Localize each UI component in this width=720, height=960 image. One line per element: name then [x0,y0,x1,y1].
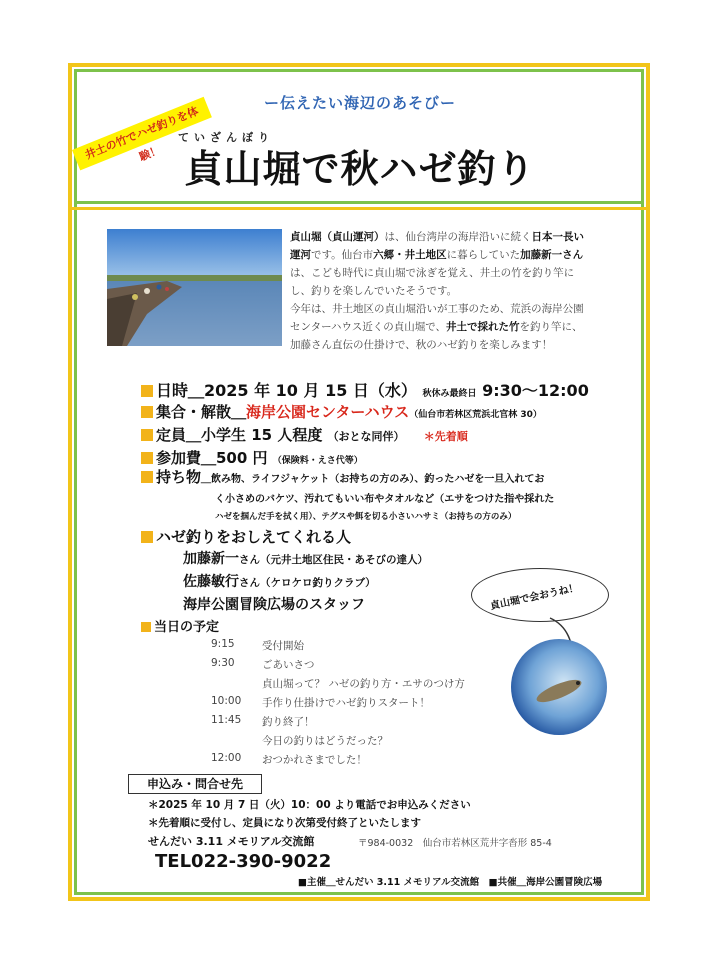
date-note: 秋休み最終日 [422,389,477,399]
sponsor-line: ■主催＿せんだい 3.11 メモリアル交流館 ■共催＿海岸公園冒険広場 [298,877,603,888]
teacher-3: 海岸公園冒険広場のスタッフ [183,597,365,613]
date-time: 9:30〜12:00 [482,381,589,400]
bullet-icon [141,471,153,483]
meet-place: 海岸公園センターハウス [246,403,410,421]
date-row: 日時＿2025 年 10 月 15 日（水） 秋休み最終日 9:30〜12:00 [141,378,589,401]
schedule-time: 9:15 [211,638,235,650]
schedule-time: 11:45 [211,714,242,726]
bubble-text: 貞山堀で会おうね！ [489,582,580,613]
phone-number: TEL022-390-9022 [155,851,332,872]
bullet-icon [141,429,153,441]
fee-row: 参加費＿500 円 （保険料・えさ代等） [141,447,363,468]
first-come-note: ＊先着順 [423,430,468,443]
header-divider-yellow [68,207,650,210]
org-address: 〒984-0032 仙台市若林区荒井字沓形 85-4 [358,838,552,849]
schedule-time: 10:00 [211,695,242,707]
schedule-item: おつかれさまでした！ [262,754,367,766]
page-title: 貞山堀で秋ハゼ釣り [184,147,536,191]
teacher-1: 加藤新一さん（元井土地区住民・あそびの達人） [183,551,428,567]
bullet-icon [141,452,153,464]
contact-heading: 申込み・問合せ先 [128,774,262,794]
org-name: せんだい 3.11 メモリアル交流館 [148,835,315,848]
contact-line-2: ＊先着順に受付し、定員になり次第受付終了といたします [148,817,421,829]
capacity-row: 定員＿小学生 15 人程度 （おとな同伴） ＊先着順 [141,424,468,445]
intro-text: 貞山堀（貞山運河）は、仙台湾岸の海岸沿いに続く日本一長い運河です。仙台市六郷・井土地区に暮らしていた加藤新一さんは、こども時代に貞山堀で泳ぎを覚え、井土の竹を釣り竿にし、釣りを楽しんでいたそうです。 今年は、井土地区の貞山堀沿いが工事のため、荒浜の海岸公園センターハウス近くの貞山堀で、井土で採れた竹を釣り竿に、加藤さん直伝の仕掛けで、秋のハゼ釣りを楽しみます！ [290,231,584,351]
schedule-item: 手作り仕掛けでハゼ釣りスタート！ [262,697,430,709]
teachers-heading: ハゼ釣りをおしえてくれる人 [141,526,351,547]
bullet-icon [141,622,151,632]
items-line-2: く小さめのバケツ、汚れてもいい布やタオルなど（エサをつけた指や採れた [215,494,555,505]
canal-photo [107,229,282,346]
bullet-icon [141,531,153,543]
contact-line-1: ＊2025 年 10 月 7 日（火）10：00 より電話でお申込みください [148,799,471,811]
title-ruby: ていざんぼり [178,131,274,144]
badge: 井土の竹でハゼ釣りを体験！ [72,97,212,171]
bullet-icon [141,406,153,418]
fish-photo [511,639,607,735]
teacher-2: 佐藤敏行さん（ケロケロ釣りクラブ） [183,574,376,590]
items-row: 持ち物＿飲み物、ライフジャケット（お持ちの方のみ）、釣ったハゼを一旦入れてお [141,466,544,487]
schedule-heading: 当日の予定 [141,616,219,635]
meet-row: 集合・解散＿海岸公園センターハウス（仙台市若林区荒浜北官林 30） [141,401,542,422]
schedule-item: 貞山堀って？ ハゼの釣り方・エサのつけ方 [262,678,465,690]
schedule-time: 12:00 [211,752,242,764]
items-line-3: ハゼを掴んだ手を拭く用）、テグスや餌を切る小さいハサミ（お持ちの方のみ） [215,512,517,522]
schedule-item: 今日の釣りはどうだった？ [262,735,388,747]
schedule-item: ごあいさつ [262,659,315,671]
header-divider [74,201,644,204]
schedule-item: 釣り終了！ [262,716,315,728]
subtitle: ー伝えたい海辺のあそびー [263,94,456,112]
schedule-item: 受付開始 [262,640,304,652]
bullet-icon [141,385,153,397]
schedule-time: 9:30 [211,657,235,669]
